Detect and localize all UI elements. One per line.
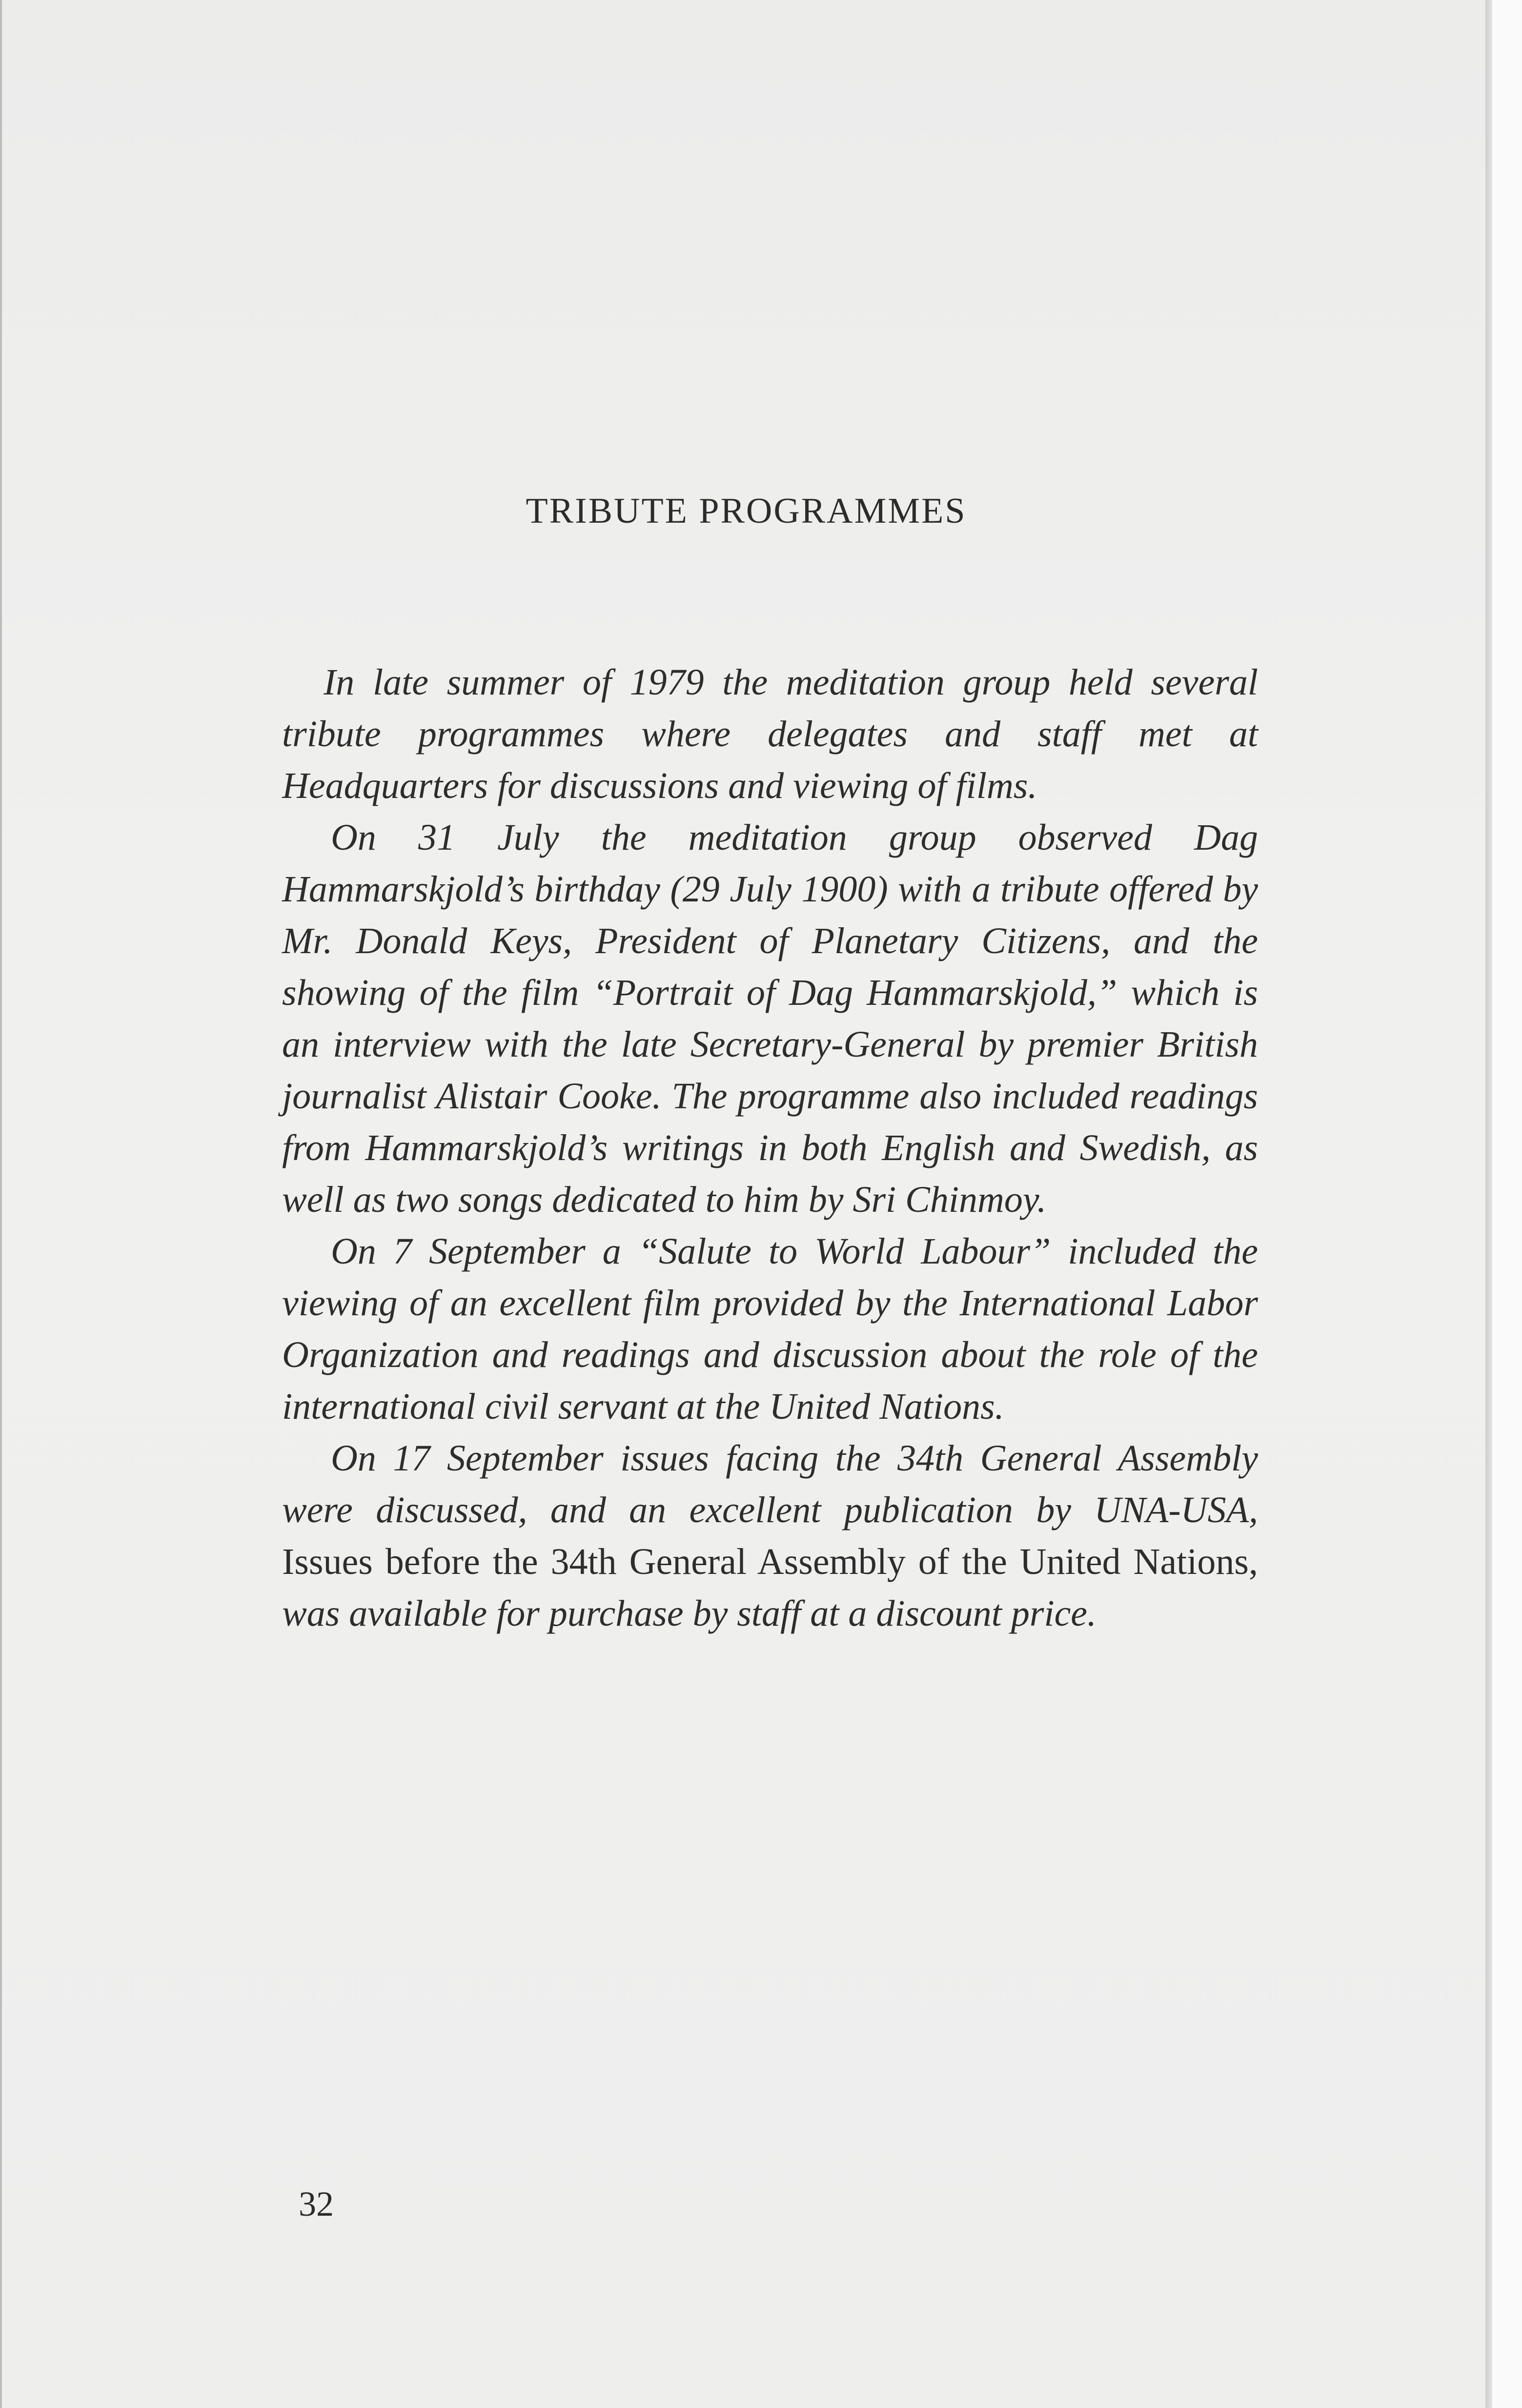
- paragraph-2: On 31 July the meditation group observed Dag Hammarskjold’s birthday (29 July 1900) with a tribute offered by Mr. Donald Keys, President of Planetary Citizens, and the showing of the film “Portrait of Dag Hammarskjold,” which is an interview with the late Secretary-General by premier British journalist Alistair Cooke. The programme also included readings from Hammarskjold’s writings in both English and Swedish, as well as two songs dedicated to him by Sri Chinmoy.: [282, 817, 1258, 1220]
- paragraph-4-end: was available for purchase by staff at a discount price.: [282, 1593, 1097, 1634]
- page-edge: [1492, 0, 1522, 2408]
- paragraph-3: On 7 September a “Salute to World Labour” included the viewing of an excellent film provided by the International Labor Organization and readings and discussion about the role of the international civil servant at the United Nations.: [282, 1231, 1258, 1427]
- body-text: [282, 656, 1258, 1925]
- page-number: 32: [299, 2184, 334, 2224]
- paragraph-1: In late summer of 1979 the meditation group held several tribute programmes where delegates and staff met at Headquarters for discussions and viewing of films.: [282, 662, 1258, 806]
- paragraph-4-intro: On 17 September issues facing the 34th General Assembly were discussed, and an excellent publication by UNA-USA,: [282, 1438, 1258, 1531]
- page-title: TRIBUTE PROGRAMMES: [526, 491, 967, 531]
- publication-title: Issues before the 34th General Assembly of the United Nations,: [282, 1541, 1258, 1582]
- paragraph-4: [282, 1432, 1258, 1639]
